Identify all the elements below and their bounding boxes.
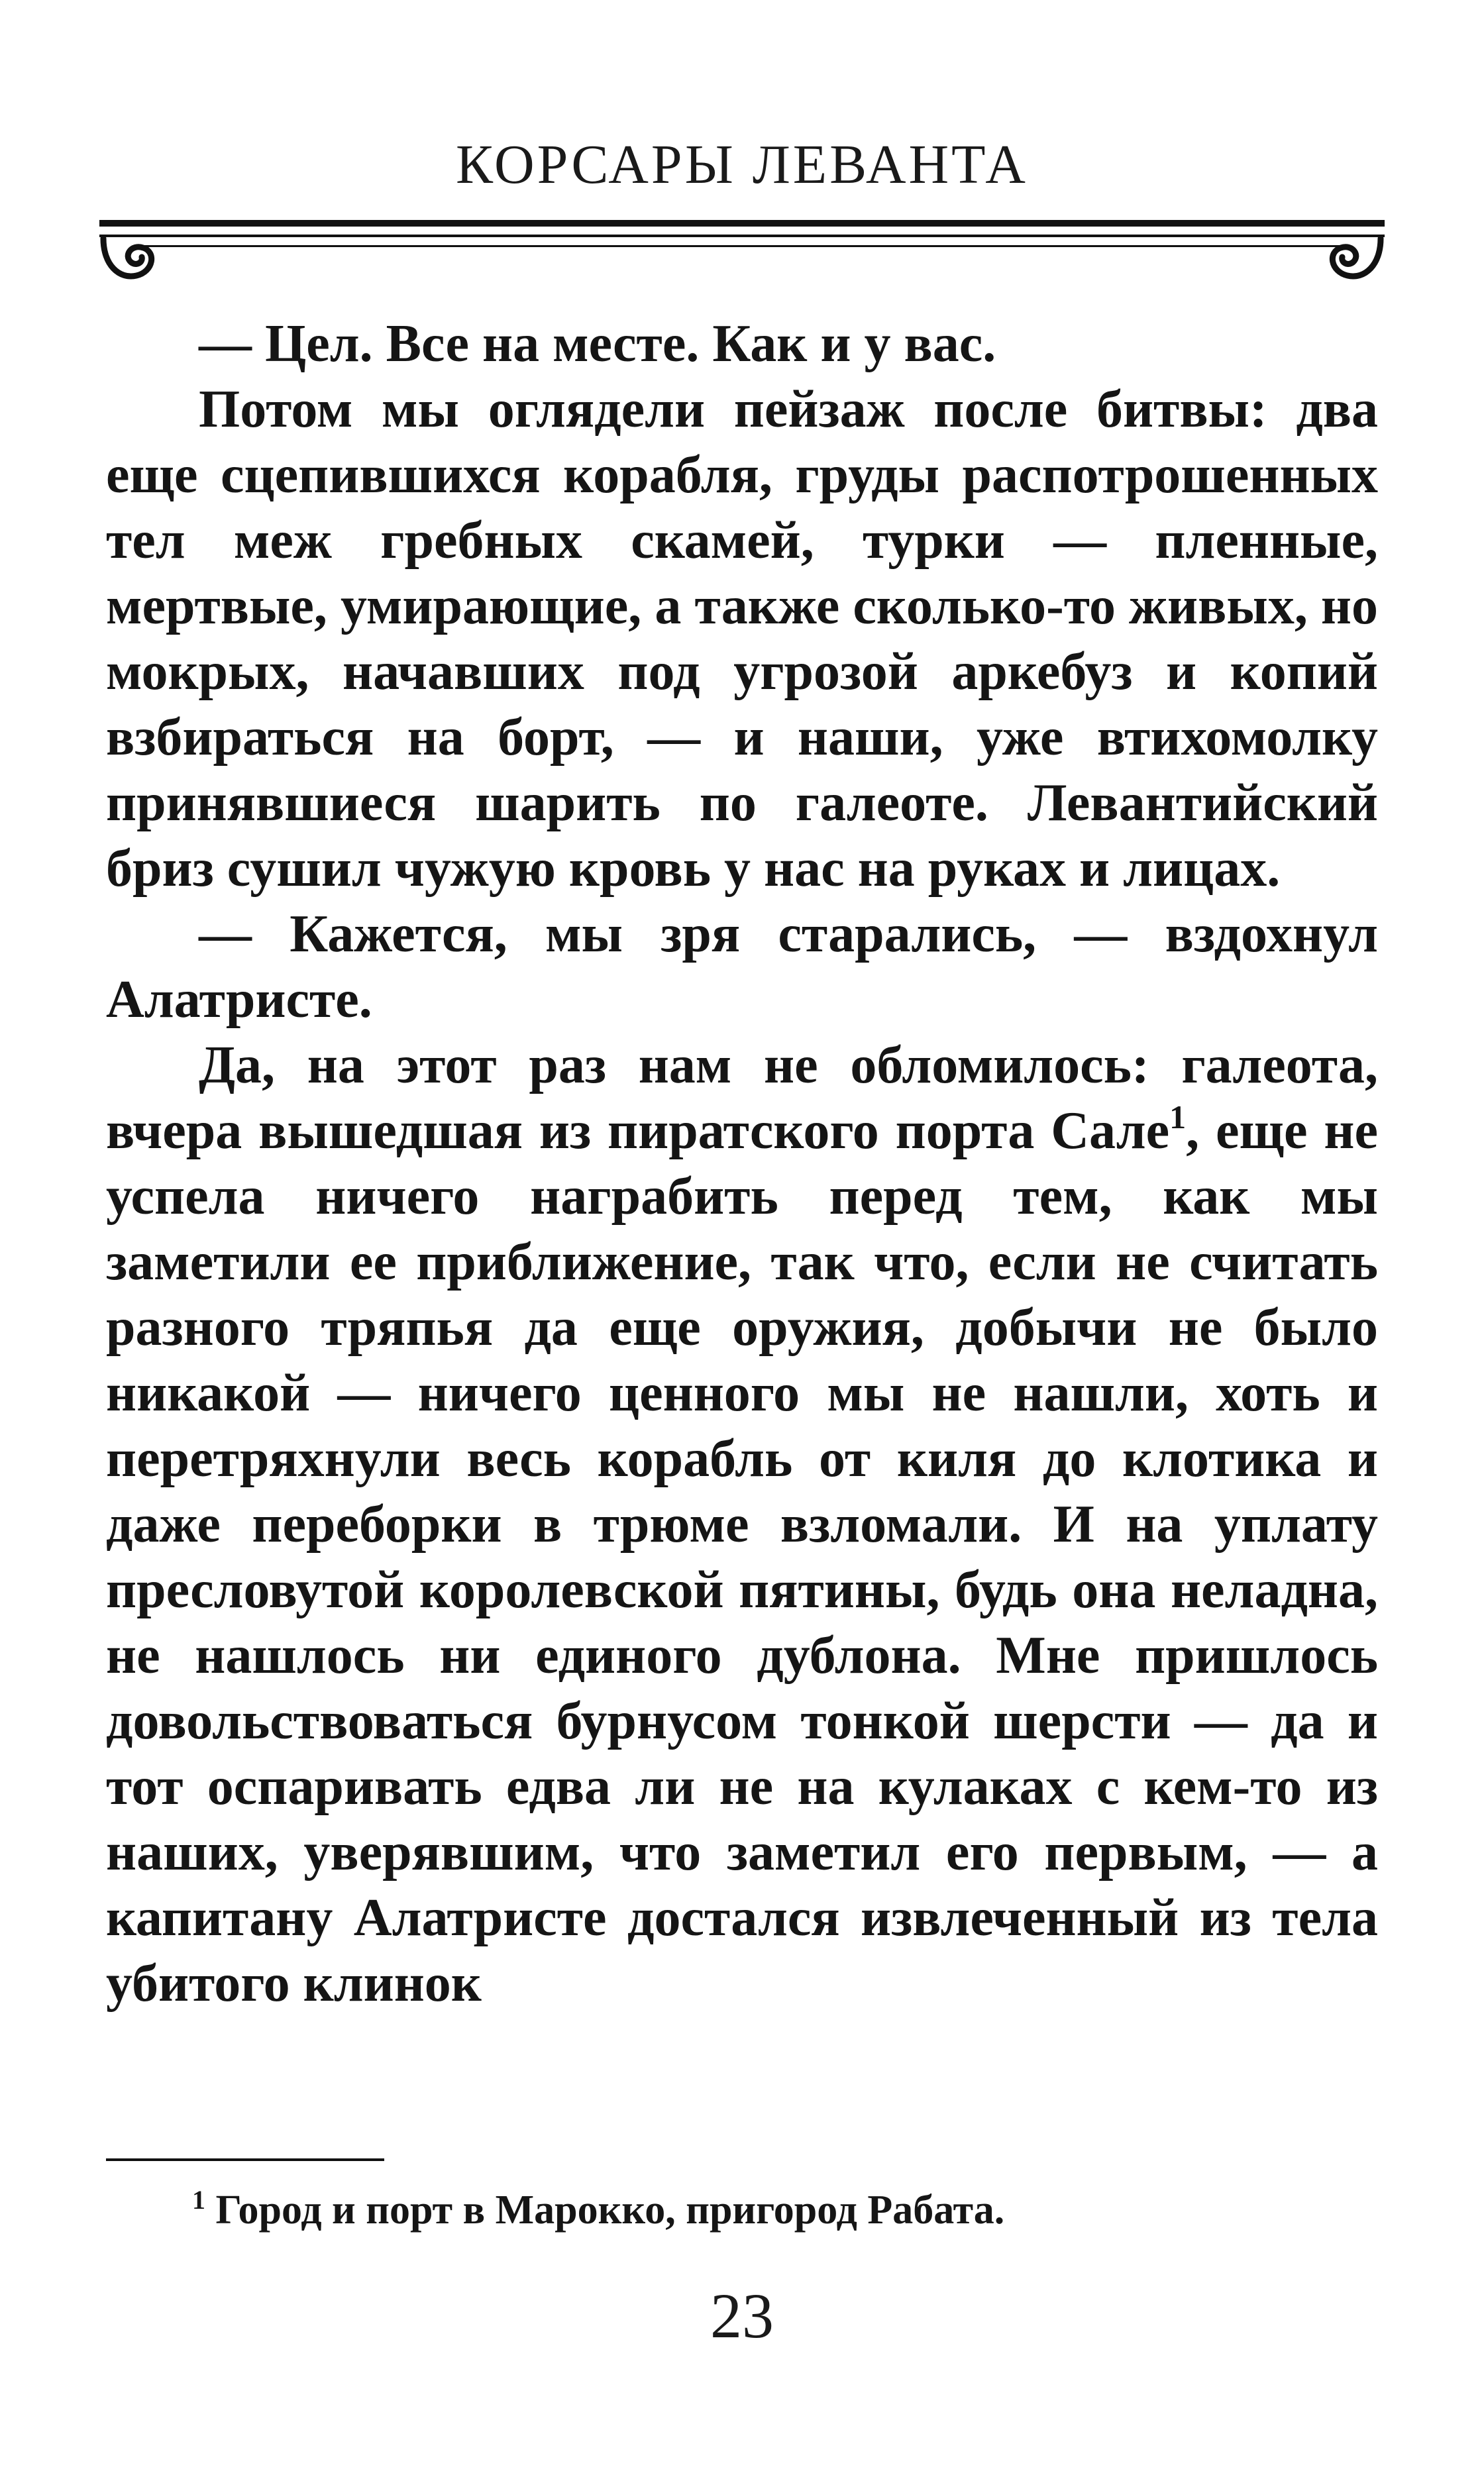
paragraph: Потом мы оглядели пейзаж после битвы: два еще сцепившихся корабля, груды распотрошенных тел меж гребных скамей, турки — пленные, мертвые, умирающие, а также сколько-то живых, но мокрых, начавших под угрозой аркебуз и копий взбираться на борт, — и наши, уже втихомолку принявшиеся шарить по галеоте. Левантийский бриз сушил чужую кровь у нас на руках и лицах. <box>106 380 1378 898</box>
paragraph-text: Да, на этот раз нам не обломилось: галеота, вчера вышедшая из пиратского порта Сале <box>106 1036 1378 1160</box>
thin-rule-line <box>99 235 1385 237</box>
paragraph: — Цел. Все на месте. Как и у вас. <box>199 315 996 373</box>
header-ornament-rule <box>99 219 1385 298</box>
footnote-separator <box>106 2158 384 2161</box>
right-scroll-icon <box>1332 238 1381 276</box>
left-scroll-icon <box>103 238 152 276</box>
paragraph <box>106 1033 1378 2017</box>
running-title: КОРСАРЫ ЛЕВАНТА <box>456 134 1028 195</box>
body-text <box>106 311 1378 2017</box>
thick-rule-line <box>99 220 1385 227</box>
footnote-reference[interactable]: 1 <box>1169 1098 1187 1136</box>
footnote-marker: 1 <box>192 2185 205 2215</box>
footnote <box>192 2184 1371 2237</box>
footnote-text: Город и порт в Марокко, пригород Рабата. <box>215 2188 1005 2233</box>
paragraph: — Кажется, мы зря старались, — вздохнул Алатристе. <box>106 905 1378 1029</box>
paragraph-text: , еще не успела ничего награбить перед тем, как мы заметили ее приближение, так что, если не считать разного тряпья да еще оружия, добычи не было никакой — ничего ценного мы не нашли, хоть и перетряхнули весь корабль от киля до клотика и даже переборки в трюме взломали. И на уплату пресловутой королевской пятины, будь она неладна, не нашлось ни единого дублона. Мне пришлось довольствоваться бурнусом тонкой шерсти — да и тот оспаривать едва ли не на кулаках с кем-то из наших, уверявшим, что заметил его первым, — а капитану Алатристе достался извлеченный из тела убитого клинок <box>106 1102 1378 2013</box>
page-number: 23 <box>710 2280 774 2351</box>
bottom-rule-line <box>139 245 1345 247</box>
